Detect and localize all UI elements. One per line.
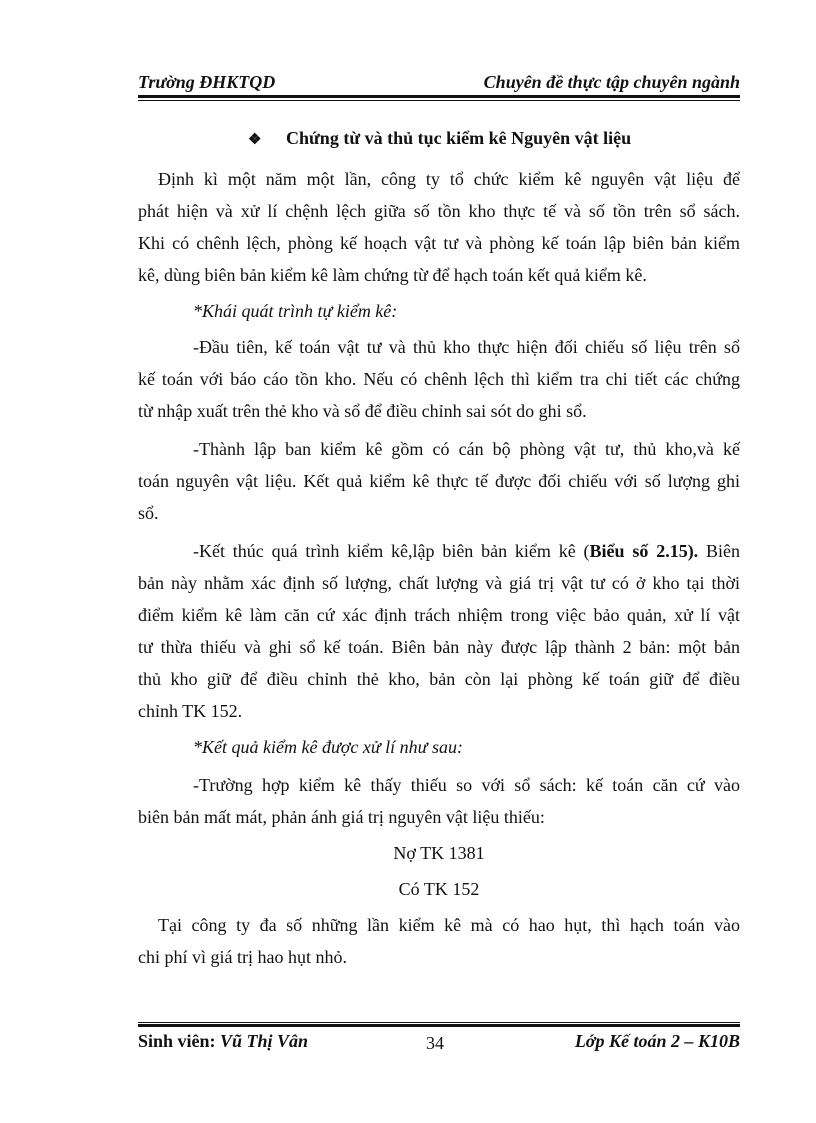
header-topic: Chuyên đề thực tập chuyên ngành (483, 72, 740, 92)
paragraph-line: Tại công ty đa số những lần kiểm kê mà có hao hụt, thì hạch toán vào (158, 915, 740, 935)
paragraph-text: Biên (698, 541, 740, 561)
footer-rule (138, 1022, 740, 1023)
paragraph-line: bản này nhằm xác định số lượng, chất lượng và giá trị vật tư có ở kho tại thời (138, 573, 740, 593)
paragraph-line: toán nguyên vật liệu. Kết quả kiểm kê thực tế được đối chiếu với số lượng ghi (138, 471, 740, 491)
footer-student (138, 1031, 308, 1052)
subheading-results: *Kết quả kiểm kê được xử lí như sau: (193, 737, 463, 757)
paragraph-line: chi phí vì giá trị hao hụt nhỏ. (138, 947, 347, 967)
paragraph-line: Định kì một năm một lần, công ty tổ chức kiểm kê nguyên vật liệu để (158, 169, 740, 189)
student-label: Sinh viên: (138, 1031, 221, 1051)
section-title: Chứng từ và thủ tục kiểm kê Nguyên vật liệu (286, 128, 632, 148)
page-footer (138, 1024, 740, 1054)
journal-entry-credit: Có TK 152 (398, 879, 480, 899)
paragraph-line: -Đầu tiên, kế toán vật tư và thủ kho thực hiện đối chiếu số liệu trên sổ (193, 337, 740, 357)
paragraph-line: -Thành lập ban kiểm kê gồm có cán bộ phòng vật tư, thủ kho,và kế (193, 439, 740, 459)
exhibit-reference: Biểu số 2.15). (589, 541, 699, 561)
subheading-procedure: *Khái quát trình tự kiểm kê: (193, 301, 398, 321)
page-number: 34 (426, 1033, 444, 1053)
paragraph-line: từ nhập xuất trên thẻ kho và sổ để điều chỉnh sai sót do ghi sổ. (138, 401, 587, 421)
diamond-bullet-icon: ❖ (248, 132, 262, 148)
paragraph-line: biên bản mất mát, phản ánh giá trị nguyên vật liệu thiếu: (138, 807, 545, 827)
footer-class: Lớp Kế toán 2 – K10B (574, 1031, 740, 1051)
paragraph-line: chỉnh TK 152. (138, 701, 243, 721)
header-rule (138, 100, 740, 101)
paragraph-line: sổ. (138, 503, 159, 523)
page-header (138, 72, 740, 98)
paragraph-line: -Trường hợp kiểm kê thấy thiếu so với sổ sách: kế toán căn cứ vào (193, 775, 740, 795)
section-heading (248, 128, 631, 149)
paragraph-line (138, 536, 740, 566)
paragraph-line: điểm kiểm kê làm căn cứ xác định trách nhiệm trong việc bảo quản, xử lí vật (138, 605, 740, 625)
student-name: Vũ Thị Vân (220, 1031, 309, 1051)
paragraph-line: tư thừa thiếu và ghi sổ kế toán. Biên bản này được lập thành 2 bản: một bản (138, 637, 740, 657)
paragraph-line: kê, dùng biên bản kiểm kê làm chứng từ để hạch toán kết quả kiểm kê. (138, 265, 647, 285)
header-school: Trường ĐHKTQD (138, 72, 276, 92)
paragraph-line: phát hiện và xử lí chệnh lệch giữa số tồn kho thực tế và số tồn trên sổ sách. (138, 201, 740, 221)
journal-entry-debit: Nợ TK 1381 (393, 843, 485, 863)
paragraph-text: -Kết thúc quá trình kiểm kê,lập biên bản kiểm kê ( (193, 541, 590, 561)
paragraph-line: kế toán với báo cáo tồn kho. Nếu có chênh lệch thì kiểm tra chi tiết các chứng (138, 369, 740, 389)
paragraph-line: thủ kho giữ để điều chỉnh thẻ kho, bản còn lại phòng kế toán giữ để điều (138, 669, 740, 689)
paragraph-line: Khi có chênh lệch, phòng kế hoạch vật tư và phòng kế toán lập biên bản kiểm (138, 233, 740, 253)
